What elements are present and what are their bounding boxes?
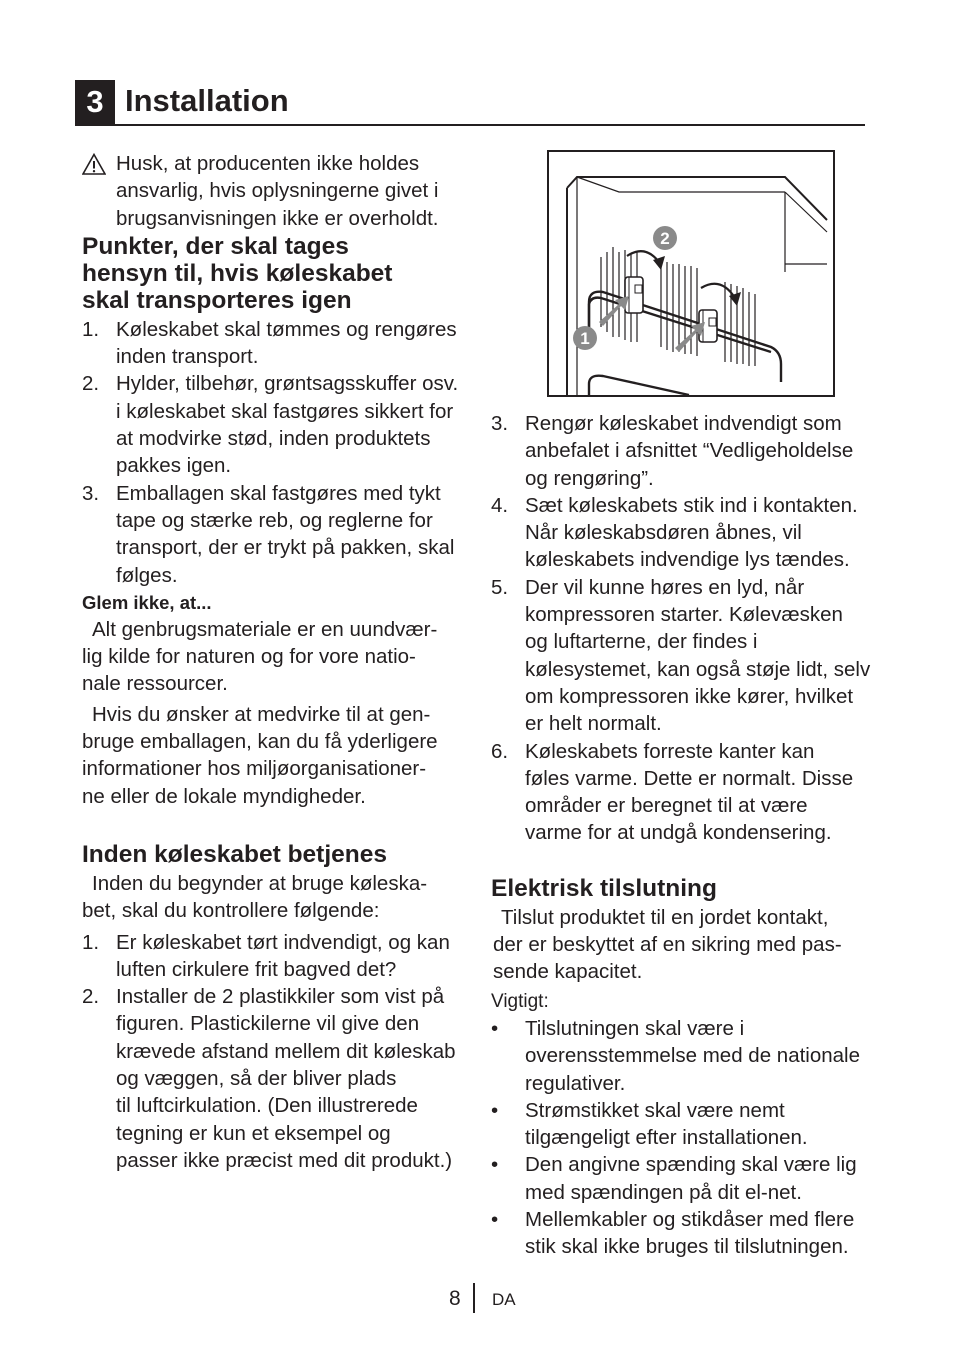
warning-line: ansvarlig, hvis oplysningerne givet i: [116, 179, 439, 203]
para-line: bruge emballagen, kan du få yderligere: [82, 730, 438, 754]
list-number: 1.: [82, 930, 100, 954]
list-item: [82, 929, 468, 984]
heading-line: hensyn til, hvis køleskabet: [82, 259, 393, 287]
electric-intro: [491, 904, 876, 986]
para-line: Tilslut produktet til en jordet kontakt,: [501, 905, 829, 929]
list-item: [82, 316, 468, 371]
list-line: Sæt køleskabets stik ind i kontakten.: [525, 493, 858, 517]
transport-list: [82, 316, 468, 589]
list-line: at modvirke stød, inden produktets: [116, 427, 431, 451]
list-line: stik skal ikke bruges til tilslutningen.: [525, 1235, 849, 1259]
list-item: [491, 492, 876, 574]
para-line: ne eller de lokale myndigheder.: [82, 784, 366, 808]
step-marker-2: [653, 226, 677, 250]
list-line: er helt normalt.: [525, 712, 662, 736]
list-line: og væggen, så der bliver plads: [116, 1067, 397, 1091]
footer-divider: [473, 1283, 475, 1313]
list-item: [491, 1015, 876, 1097]
list-line: i køleskabet skal fastgøres sikkert for: [116, 399, 454, 423]
list-line: varme for at undgå kondensering.: [525, 821, 832, 845]
list-line: Den angivne spænding skal være lig: [525, 1153, 857, 1177]
list-line: luften cirkulere frit bagved det?: [116, 957, 397, 981]
chapter-header: [75, 80, 865, 126]
wedge-installation-figure: [547, 150, 835, 397]
remember-heading: Glem ikke, at...: [82, 591, 212, 613]
list-item: [491, 1097, 876, 1152]
para-line: nale ressourcer.: [82, 672, 228, 696]
insert-arrow-icon: [599, 296, 705, 352]
list-item: [491, 410, 876, 492]
list-line: krævede afstand mellem dit køleskab: [116, 1039, 456, 1063]
list-number: 3.: [491, 412, 509, 435]
list-line: regulativer.: [525, 1071, 626, 1095]
list-line: tape og stærke reb, og reglerne for: [116, 508, 433, 532]
list-line: følges.: [116, 563, 178, 587]
warning-line: Husk, at producenten ikke holdes: [116, 152, 420, 175]
important-label: Vigtigt:: [491, 990, 549, 1012]
list-line: kompressoren starter. Kølevæsken: [525, 603, 843, 627]
list-line: transport, der er trykt på pakken, skal: [116, 536, 455, 560]
heading-line: Punkter, der skal tages: [82, 232, 349, 260]
step-label-2: 2: [660, 229, 670, 248]
bullet-icon: •: [491, 1098, 499, 1122]
language-code: DA: [492, 1290, 516, 1309]
para-line: lig kilde for naturen og for vore natio-: [82, 645, 416, 669]
bullet-icon: •: [491, 1208, 499, 1232]
list-line: passer ikke præcist med dit produkt.): [116, 1148, 453, 1172]
list-number: 1.: [82, 317, 100, 341]
chapter-title: Installation: [125, 83, 289, 118]
para-line: Hvis du ønsker at medvirke til at gen-: [92, 702, 431, 726]
list-line: Emballagen skal fastgøres med tykt: [116, 481, 441, 505]
electric-bullets: [491, 1015, 876, 1261]
page-number: 8: [449, 1287, 461, 1310]
list-line: og luftarterne, der findes i: [525, 630, 758, 654]
right-column: [491, 410, 876, 1261]
plastic-wedge: [625, 277, 643, 313]
list-number: 4.: [491, 493, 509, 517]
list-line: overensstemmelse med de nationale: [525, 1044, 861, 1068]
list-number: 2.: [82, 372, 100, 396]
transport-heading: [82, 233, 468, 314]
list-item: [491, 1206, 876, 1261]
list-line: anbefalet i afsnittet “Vedligeholdelse: [525, 439, 854, 463]
list-line: køleskabets indvendige lys tændes.: [525, 548, 850, 572]
list-number: 2.: [82, 985, 100, 1009]
list-number: 5.: [491, 575, 509, 599]
bullet-icon: •: [491, 1153, 499, 1177]
left-column: [82, 150, 468, 1174]
list-line: Der vil kunne høres en lyd, når: [525, 575, 805, 599]
warning-line: brugsanvisningen ikke er overholdt.: [116, 206, 439, 230]
step-marker-1: [573, 326, 597, 350]
list-item: [82, 370, 468, 479]
before-use-heading: Inden køleskabet betjenes: [82, 840, 387, 868]
list-line: figuren. Plastickilerne vil give den: [116, 1012, 420, 1036]
list-item: [82, 983, 468, 1174]
list-line: tegning er kun et eksempel og: [116, 1121, 391, 1145]
before-use-list: [82, 929, 468, 1175]
step-label-1: 1: [580, 329, 590, 348]
para-line: Alt genbrugsmateriale er en uundvær-: [92, 617, 438, 641]
para-line: der er beskyttet af en sikring med pas-: [493, 933, 842, 957]
para-line: Inden du begynder at bruge køleska-: [92, 871, 428, 895]
list-line: med spændingen på dit el-net.: [525, 1180, 802, 1204]
list-line: pakkes igen.: [116, 454, 232, 478]
fridge-back-illustration: [549, 152, 833, 395]
list-item: [82, 480, 468, 589]
list-line: Rengør køleskabet indvendigt som: [525, 412, 842, 435]
list-line: om kompressoren ikke kører, hvilket: [525, 684, 854, 708]
list-line: kølesystemet, kan også støje lidt, selv: [525, 657, 871, 681]
list-line: til luftcirkulation. (Den illustrerede: [116, 1094, 418, 1118]
steps-list: [491, 410, 876, 847]
list-line: Køleskabets forreste kanter kan: [525, 739, 815, 763]
electric-heading: Elektrisk tilslutning: [491, 874, 717, 902]
para-line: bet, skal du kontrollere følgende:: [82, 899, 380, 923]
para-line: informationer hos miljøorganisationer-: [82, 757, 427, 781]
list-line: Mellemkabler og stikdåser med flere: [525, 1208, 855, 1232]
before-use-intro: [82, 870, 468, 925]
list-item: [491, 574, 876, 738]
list-line: Strømstikket skal være nemt: [525, 1098, 785, 1122]
list-line: inden transport.: [116, 345, 259, 369]
list-line: Hylder, tilbehør, grøntsagsskuffer osv.: [116, 372, 459, 396]
list-line: Installer de 2 plastikkiler som vist på: [116, 985, 445, 1009]
chapter-number: 3: [75, 80, 115, 124]
list-line: Er køleskabet tørt indvendigt, og kan: [116, 930, 450, 954]
heading-line: skal transporteres igen: [82, 286, 352, 314]
list-line: og rengøring”.: [525, 466, 654, 490]
remember-paragraph: [82, 701, 468, 810]
list-line: tilgængeligt efter installationen.: [525, 1126, 808, 1150]
list-line: Køleskabet skal tømmes og rengøres: [116, 317, 457, 341]
list-number: 6.: [491, 739, 509, 763]
bullet-icon: •: [491, 1016, 499, 1040]
list-number: 3.: [82, 481, 100, 505]
list-line: Tilslutningen skal være i: [525, 1016, 745, 1040]
list-item: [491, 738, 876, 847]
list-item: [491, 1151, 876, 1206]
remember-paragraph: [82, 616, 468, 698]
list-line: Når køleskabsdøren åbnes, vil: [525, 521, 802, 545]
warning-note: [82, 150, 468, 232]
para-line: sende kapacitet.: [493, 960, 643, 984]
warning-triangle-icon: [82, 153, 106, 175]
list-line: føles varme. Dette er normalt. Disse: [525, 766, 854, 790]
list-line: områder er beregnet til at være: [525, 794, 808, 818]
